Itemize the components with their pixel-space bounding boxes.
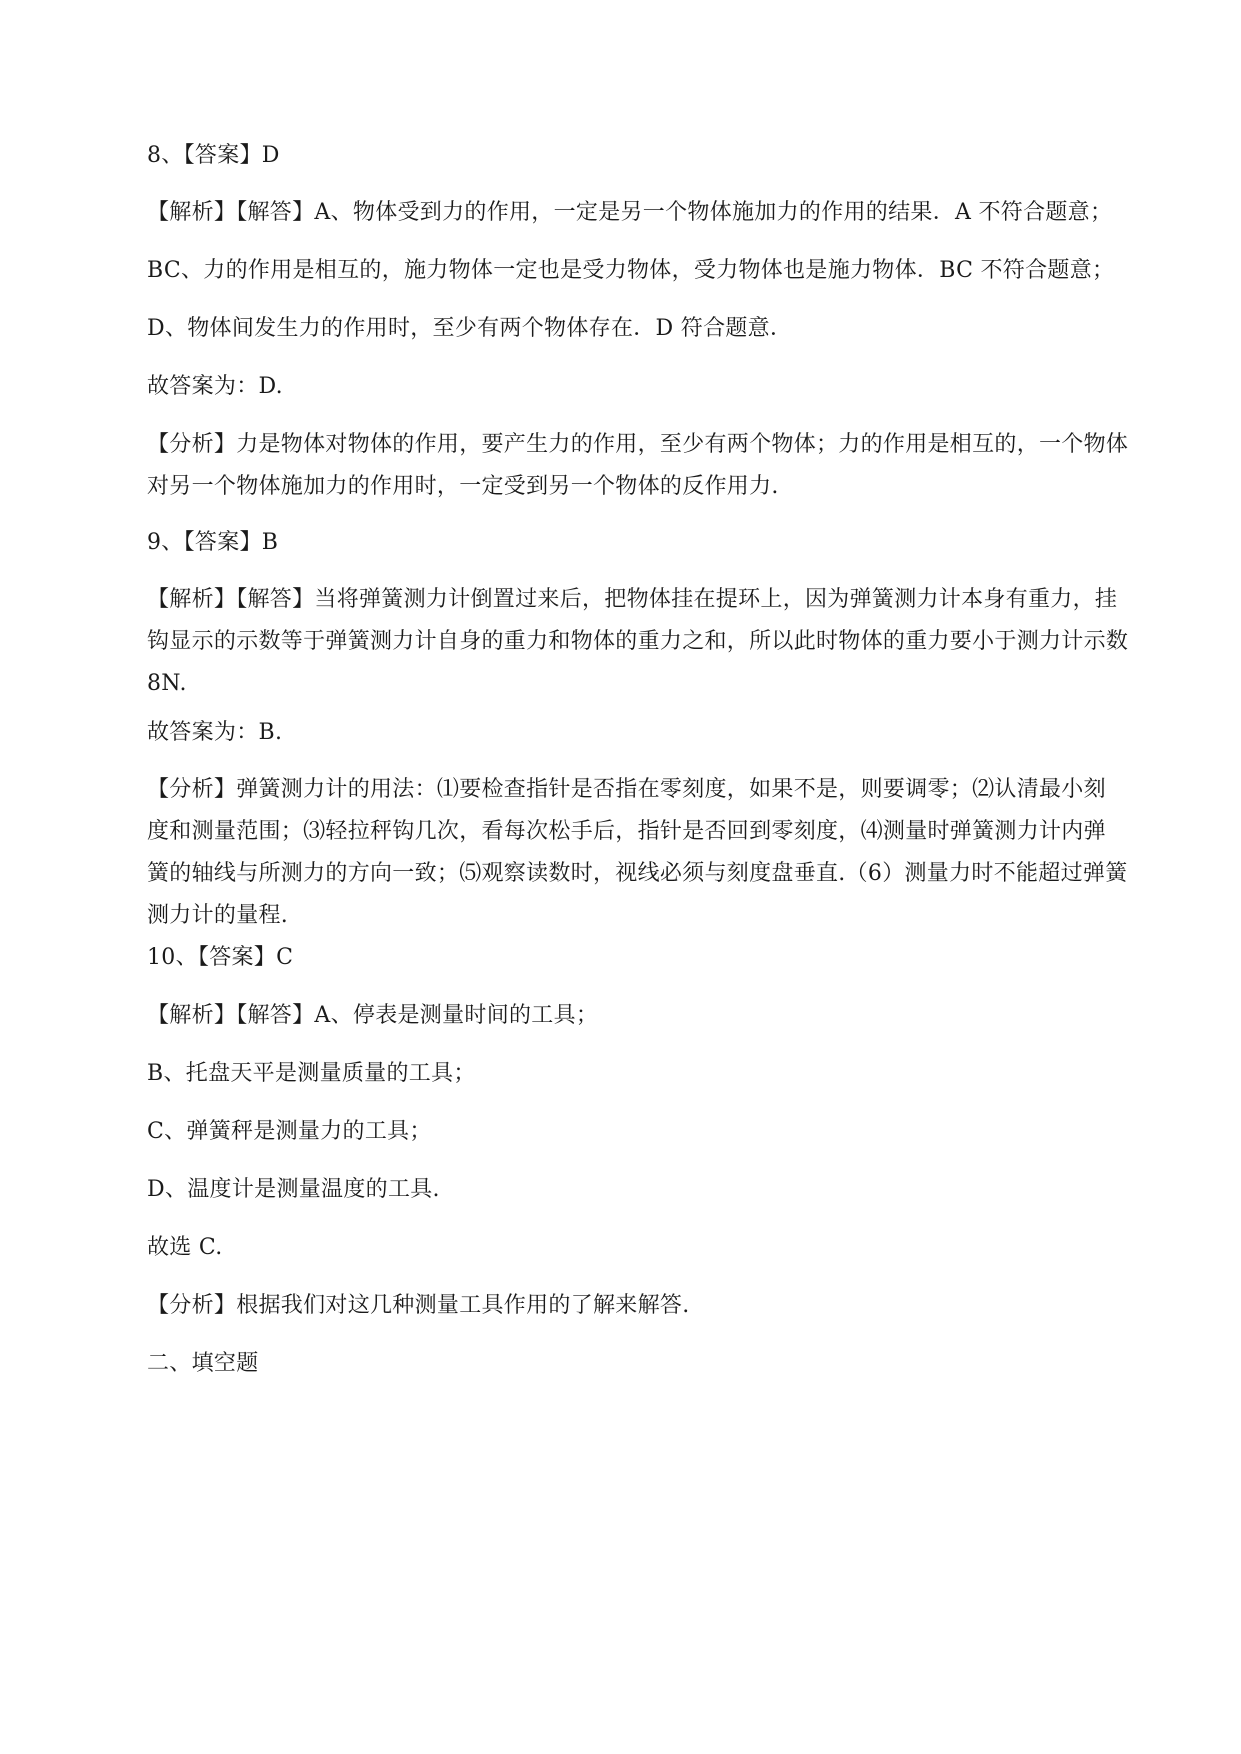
document-page xyxy=(147,0,1147,1754)
q9-explanation xyxy=(147,773,1147,933)
q10-analysis-line-4: D、温度计是测量温度的工具. xyxy=(147,1177,440,1202)
q8-explanation-line-2: 对另一个物体施加力的作用时，一定受到另一个物体的反作用力. xyxy=(147,474,779,499)
q8-explanation-line-1: 【分析】力是物体对物体的作用，要产生力的作用，至少有两个物体；力的作用是相互的，一个物体 xyxy=(147,432,1129,457)
q9-analysis xyxy=(147,583,1147,701)
q10-analysis-line-3: C、弹簧秤是测量力的工具； xyxy=(147,1119,432,1144)
q8-answer: 8、【答案】D xyxy=(147,143,280,168)
q9-answer: 9、【答案】B xyxy=(147,530,279,555)
q10-explanation: 【分析】根据我们对这几种测量工具作用的了解来解答. xyxy=(147,1293,690,1318)
q8-explanation xyxy=(147,428,1147,504)
q9-analysis-line-2: 钩显示的示数等于弹簧测力计自身的重力和物体的重力之和，所以此时物体的重力要小于测力计示数 xyxy=(147,629,1129,654)
q9-explanation-line-3: 簧的轴线与所测力的方向一致；⑸观察读数时，视线必须与刻度盘垂直.（6）测量力时不能超过弹簧 xyxy=(147,861,1128,886)
q9-analysis-line-3: 8N. xyxy=(147,671,187,696)
q10-analysis-line-1: 【解析】【解答】A、停表是测量时间的工具； xyxy=(147,1003,599,1028)
q10-analysis-line-2: B、托盘天平是测量质量的工具； xyxy=(147,1061,476,1086)
q10-conclusion: 故选 C. xyxy=(147,1235,223,1260)
q8-conclusion: 故答案为：D. xyxy=(147,374,283,399)
q9-explanation-line-2: 度和测量范围；⑶轻拉秤钩几次，看每次松手后，指针是否回到零刻度，⑷测量时弹簧测力计内弹 xyxy=(147,819,1106,844)
q8-analysis-line-1: 【解析】【解答】A、物体受到力的作用，一定是另一个物体施加力的作用的结果．A 不符合题意； xyxy=(147,200,1113,225)
q8-analysis-line-3: D、物体间发生力的作用时，至少有两个物体存在．D 符合题意． xyxy=(147,316,793,341)
q9-explanation-line-1: 【分析】弹簧测力计的用法：⑴要检查指针是否指在零刻度，如果不是，则要调零；⑵认清最小刻 xyxy=(147,777,1106,802)
q9-analysis-line-1: 【解析】【解答】当将弹簧测力计倒置过来后，把物体挂在提环上，因为弹簧测力计本身有重力，挂 xyxy=(147,587,1118,612)
q8-analysis-line-2: BC、力的作用是相互的，施力物体一定也是受力物体，受力物体也是施力物体．BC 不符合题意； xyxy=(147,258,1115,283)
section-heading: 二、填空题 xyxy=(147,1351,259,1376)
q9-conclusion: 故答案为：B. xyxy=(147,720,283,745)
q9-explanation-line-4: 测力计的量程. xyxy=(147,903,289,928)
q10-answer: 10、【答案】C xyxy=(147,945,294,970)
